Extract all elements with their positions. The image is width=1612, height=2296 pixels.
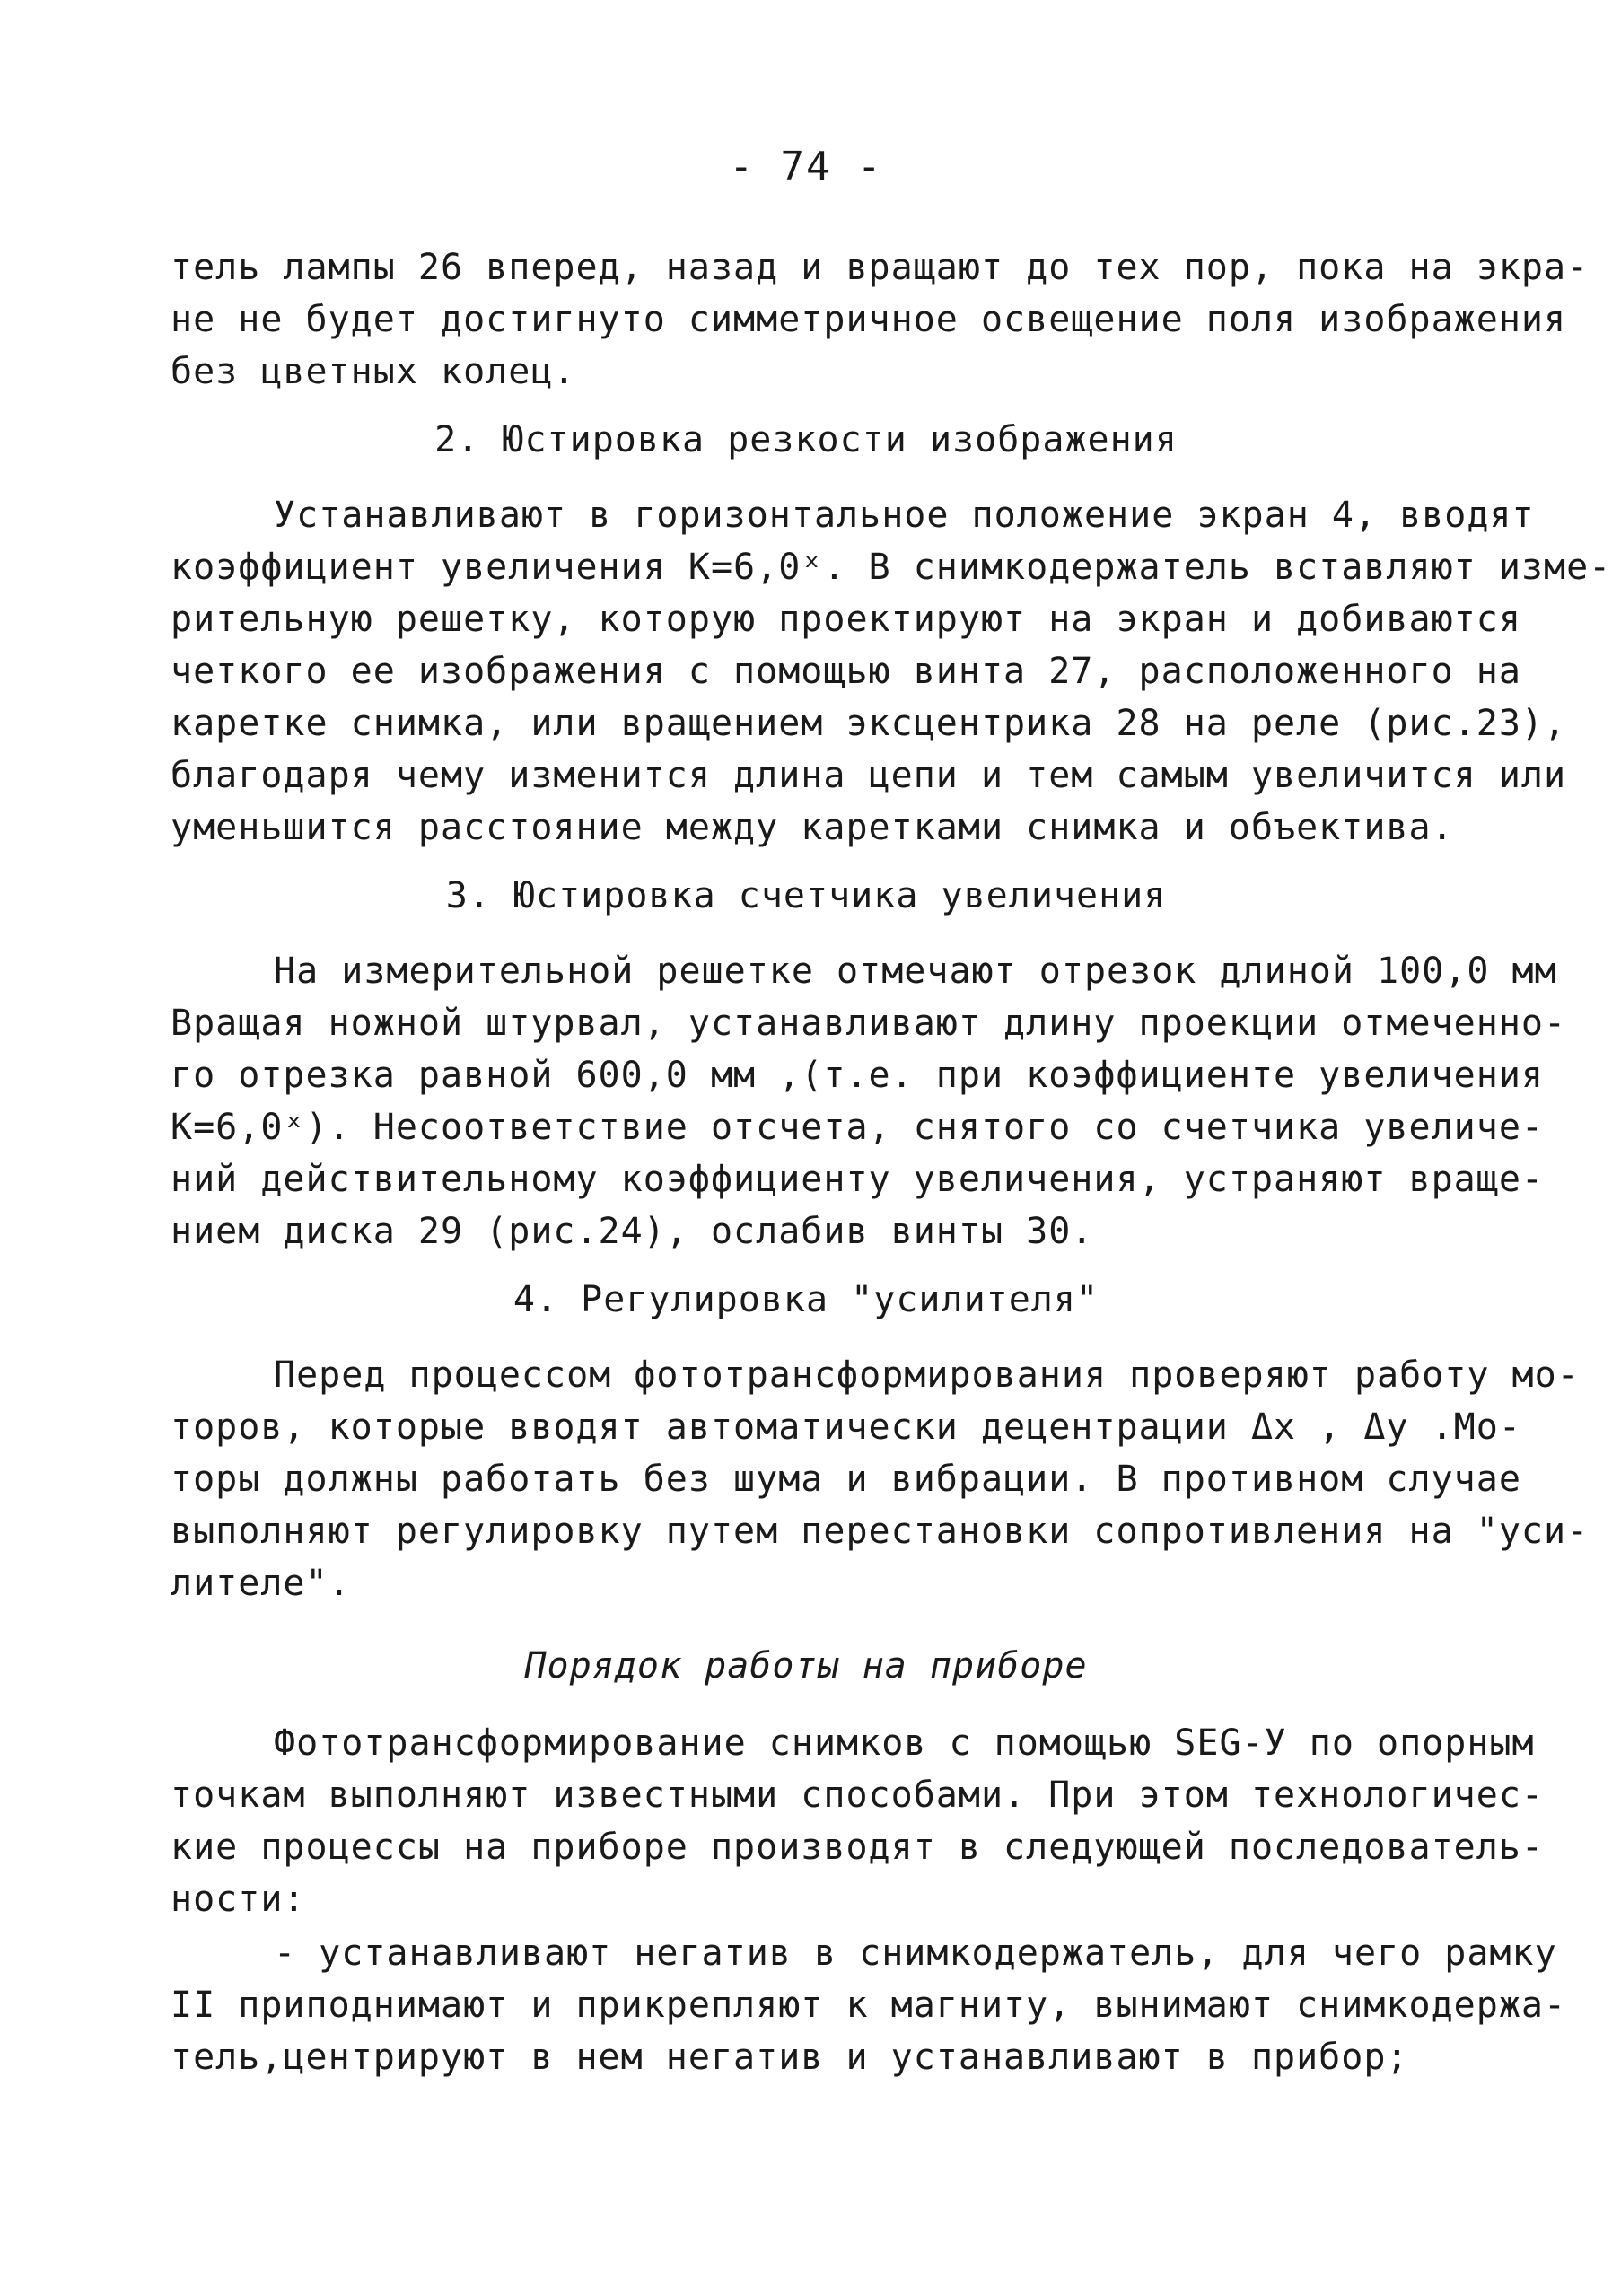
text-line: ний действительному коэффициенту увеличения, устраняют враще- xyxy=(171,1159,1545,1200)
text-line: ности: xyxy=(171,1879,306,1920)
text-line: не не будет достигнуто симметричное освещение поля изображения xyxy=(171,299,1567,340)
text-line: рительную решетку, которую проектируют на экран и добиваются xyxy=(171,599,1521,640)
text-line: точкам выполняют известными способами. При этом технологичес- xyxy=(171,1775,1545,1816)
text-line: коэффициент увеличения К=6,0ˣ. В снимкодержатель вставляют изме- xyxy=(171,547,1612,588)
text-line: Устанавливают в горизонтальное положение экран 4, вводят xyxy=(274,495,1535,536)
text-line: выполняют регулировку путем перестановки сопротивления на "уси- xyxy=(171,1511,1590,1552)
page-number: - 74 - xyxy=(729,144,883,189)
text-line: каретке снимка, или вращением эксцентрика 28 на реле (рис.23), xyxy=(171,703,1567,744)
text-line: К=6,0ˣ). Несоответствие отсчета, снятого со счетчика увеличе- xyxy=(171,1107,1545,1148)
text-line: II приподнимают и прикрепляют к магниту, вынимают снимкодержа- xyxy=(171,1985,1567,2026)
text-line: благодаря чему изменится длина цепи и тем самым увеличится или xyxy=(171,755,1567,796)
text-line: четкого ее изображения с помощью винта 27, расположенного на xyxy=(171,651,1521,692)
text-line: - устанавливают негатив в снимкодержатель, для чего рамку xyxy=(274,1932,1557,1974)
text-line: лителе". xyxy=(171,1563,351,1604)
text-line: кие процессы на приборе производят в следующей последователь- xyxy=(171,1827,1545,1868)
section-heading: 4. Регулировка "усилителя" xyxy=(513,1279,1099,1320)
section-heading: 3. Юстировка счетчика увеличения xyxy=(445,875,1167,916)
text-line: тель,центрируют в нем негатив и устанавливают в прибор; xyxy=(171,2037,1409,2078)
text-line: уменьшится расстояние между каретками снимка и объектива. xyxy=(171,807,1454,848)
text-line: Перед процессом фототрансформирования проверяют работу мо- xyxy=(274,1354,1580,1396)
text-line: Вращая ножной штурвал, устанавливают длину проекции отмеченно- xyxy=(171,1003,1567,1044)
text-line: тель лампы 26 вперед, назад и вращают до тех пор, пока на экра- xyxy=(171,247,1590,288)
text-line: торов, которые вводят автоматически децентрации Δx , Δy .Мо- xyxy=(171,1407,1521,1448)
text-line: торы должны работать без шума и вибрации. В противном случае xyxy=(171,1459,1521,1500)
section-heading: Порядок работы на приборе xyxy=(524,1645,1088,1687)
section-heading: 2. Юстировка резкости изображения xyxy=(434,419,1178,460)
text-line: го отрезка равной 600,0 мм ,(т.е. при коэффициенте увеличения xyxy=(171,1055,1545,1096)
text-line: Фототрансформирование снимков с помощью SEG-У по опорным xyxy=(274,1722,1535,1764)
text-line: нием диска 29 (рис.24), ослабив винты 30. xyxy=(171,1211,1094,1252)
text-line: без цветных колец. xyxy=(171,351,576,392)
text-line: На измерительной решетке отмечают отрезок длиной 100,0 мм xyxy=(274,951,1557,992)
